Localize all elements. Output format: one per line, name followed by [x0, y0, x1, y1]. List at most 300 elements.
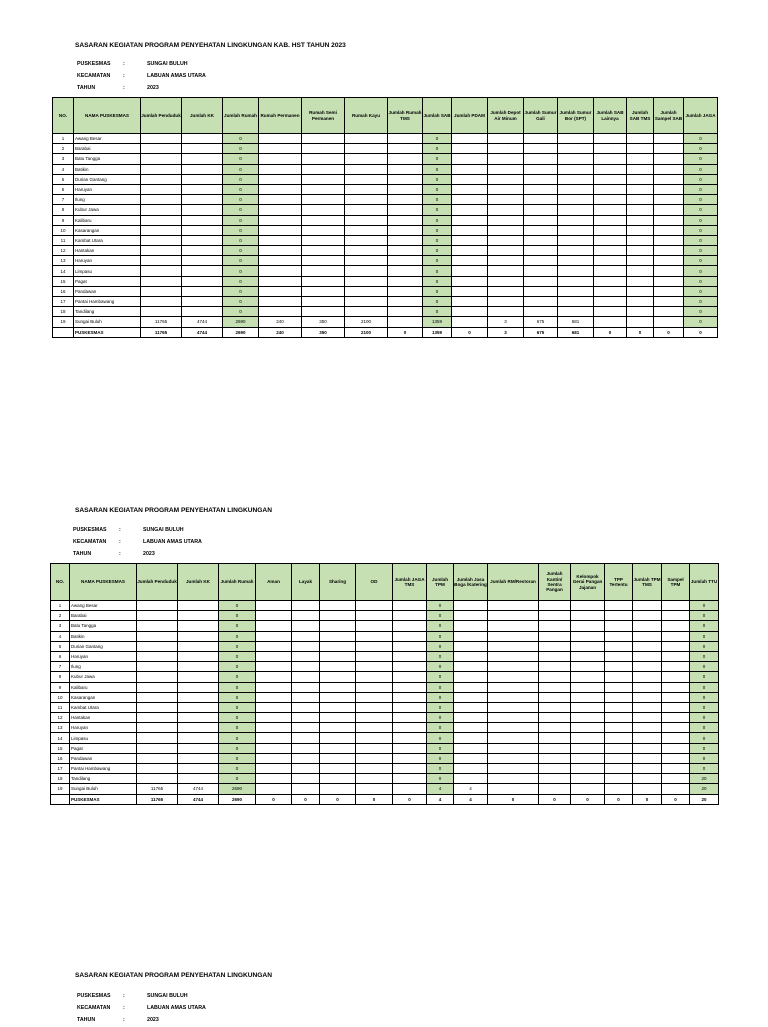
puskesmas-name: Awang Besar	[70, 601, 137, 611]
section1-table	[52, 97, 718, 338]
table-cell	[662, 743, 690, 753]
table-cell	[539, 682, 571, 692]
column-header: Jumlah SAB TMS	[627, 98, 654, 134]
table-row	[51, 672, 719, 682]
table-cell	[137, 764, 178, 774]
row-number: 9	[51, 682, 70, 692]
table-cell	[605, 641, 633, 651]
table-cell	[182, 246, 223, 256]
table-cell	[356, 611, 393, 621]
table-cell	[488, 764, 539, 774]
table-cell: 0	[219, 641, 256, 651]
total-cell: 20	[690, 794, 719, 804]
table-cell	[302, 276, 345, 286]
row-number: 7	[53, 195, 74, 205]
table-cell: 0	[223, 144, 259, 154]
table-cell: 0	[427, 621, 454, 631]
table-cell: 0	[423, 266, 452, 276]
table-cell	[393, 672, 427, 682]
table-cell	[539, 601, 571, 611]
section2-title: SASARAN KEGIATAN PROGRAM PENYEHATAN LINGKUNGAN	[75, 507, 272, 514]
table-row	[51, 784, 719, 794]
table-cell	[454, 713, 488, 723]
table-row	[51, 682, 719, 692]
table-cell	[571, 784, 605, 794]
table-cell	[524, 144, 558, 154]
table-cell	[178, 601, 219, 611]
table-cell	[633, 662, 662, 672]
puskesmas-name: Kubur Jawa	[70, 672, 137, 682]
table-cell	[320, 784, 356, 794]
table-cell	[259, 256, 302, 266]
table-cell	[393, 764, 427, 774]
table-cell	[605, 601, 633, 611]
table-cell: 240	[259, 317, 302, 327]
table-cell	[605, 743, 633, 753]
table-row	[53, 134, 718, 144]
table-cell: 0	[219, 702, 256, 712]
table-cell	[571, 631, 605, 641]
table-cell	[345, 276, 388, 286]
table-row	[53, 215, 718, 225]
row-number: 11	[53, 235, 74, 245]
table-cell	[571, 723, 605, 733]
puskesmas-name: Durian Gantang	[70, 641, 137, 651]
table-cell	[558, 164, 594, 174]
table-cell	[571, 764, 605, 774]
table-cell	[452, 276, 488, 286]
total-cell: 0	[256, 794, 292, 804]
table-cell: 0	[684, 266, 718, 276]
table-row	[51, 723, 719, 733]
table-cell: 0	[690, 692, 719, 702]
total-cell: 0	[539, 794, 571, 804]
table-cell: 20	[690, 784, 719, 794]
puskesmas-name: Batikin	[70, 631, 137, 641]
table-cell: 0	[219, 682, 256, 692]
table-cell	[302, 144, 345, 154]
table-cell	[539, 774, 571, 784]
total-cell: 0	[320, 794, 356, 804]
table-cell	[137, 713, 178, 723]
puskesmas-name: Haruyan	[74, 256, 141, 266]
table-cell	[292, 713, 320, 723]
table-cell: 0	[690, 641, 719, 651]
meta-value: SUNGAI BULUH	[147, 61, 188, 67]
meta-value: 2023	[147, 1017, 159, 1023]
table-cell	[627, 134, 654, 144]
puskesmas-name: Hantakan	[70, 713, 137, 723]
table-cell	[633, 611, 662, 621]
table-cell	[302, 134, 345, 144]
row-number: 19	[51, 784, 70, 794]
total-label: PUSKESMAS	[74, 327, 141, 337]
table-cell: 0	[684, 307, 718, 317]
column-header: TPP Tertentu	[605, 564, 633, 601]
table-cell	[259, 154, 302, 164]
row-number: 8	[51, 672, 70, 682]
column-header: Sharing	[320, 564, 356, 601]
section3-meta	[75, 989, 208, 1027]
table-cell	[178, 611, 219, 621]
table-cell	[524, 154, 558, 164]
meta-colon: :	[119, 527, 121, 533]
table-cell	[356, 723, 393, 733]
table-cell	[302, 246, 345, 256]
column-header: Jumlah Penduduk	[137, 564, 178, 601]
puskesmas-name: Ilung	[70, 662, 137, 672]
table-cell	[302, 235, 345, 245]
table-cell: 0	[423, 246, 452, 256]
table-cell	[524, 256, 558, 266]
table-cell	[182, 164, 223, 174]
meta-colon: :	[119, 539, 121, 545]
table-cell	[454, 692, 488, 702]
table-cell	[292, 651, 320, 661]
row-number: 16	[51, 753, 70, 763]
table-cell	[292, 601, 320, 611]
table-cell: 0	[223, 276, 259, 286]
table-row	[53, 256, 718, 266]
table-cell	[558, 184, 594, 194]
table-cell	[256, 723, 292, 733]
total-cell: 2690	[223, 327, 259, 337]
table-cell	[182, 297, 223, 307]
total-cell: 4	[427, 794, 454, 804]
table-cell	[488, 753, 539, 763]
table-row	[51, 764, 719, 774]
table-cell: 0	[427, 611, 454, 621]
column-header: Jumlah Kantin/ Sentra Pangan	[539, 564, 571, 601]
column-header: NAMA PUSKESMAS	[74, 98, 141, 134]
table-cell	[488, 225, 524, 235]
table-cell: 0	[684, 195, 718, 205]
table-cell	[662, 713, 690, 723]
table-row	[53, 154, 718, 164]
table-cell: 0	[219, 672, 256, 682]
table-row	[51, 753, 719, 763]
table-cell	[654, 154, 684, 164]
table-cell: 0	[427, 651, 454, 661]
table-cell	[488, 174, 524, 184]
table-cell	[182, 225, 223, 235]
meta-value: 2023	[143, 551, 155, 557]
table-cell: 0	[684, 134, 718, 144]
column-header: Jumlah Sampel SAB	[654, 98, 684, 134]
column-header: NO.	[53, 98, 74, 134]
table-cell: 0	[219, 601, 256, 611]
table-cell	[320, 753, 356, 763]
table-cell	[539, 692, 571, 702]
column-header: Rumah Kayu	[345, 98, 388, 134]
column-header: OD	[356, 564, 393, 601]
table-cell	[662, 692, 690, 702]
table-cell	[388, 184, 423, 194]
table-cell: 0	[684, 297, 718, 307]
row-number: 10	[53, 225, 74, 235]
table-cell	[388, 225, 423, 235]
table-cell	[388, 276, 423, 286]
table-cell	[320, 651, 356, 661]
column-header: Rumah Permanen	[259, 98, 302, 134]
meta-colon: :	[123, 73, 125, 79]
puskesmas-name: Barabai	[70, 611, 137, 621]
table-cell	[356, 692, 393, 702]
table-cell: 0	[423, 256, 452, 266]
table-cell	[488, 154, 524, 164]
puskesmas-name: Pandawan	[70, 753, 137, 763]
table-cell	[452, 134, 488, 144]
table-cell: 0	[690, 682, 719, 692]
meta-key: KECAMATAN	[77, 73, 111, 79]
table-cell	[256, 764, 292, 774]
table-cell: 0	[690, 662, 719, 672]
table-cell	[393, 621, 427, 631]
table-cell	[292, 682, 320, 692]
table-cell	[345, 266, 388, 276]
table-cell: 0	[684, 286, 718, 296]
table-cell: 0	[219, 733, 256, 743]
meta-key: KECAMATAN	[77, 1005, 111, 1011]
table-cell	[594, 195, 627, 205]
table-cell	[605, 774, 633, 784]
table-cell	[539, 621, 571, 631]
table-cell: 0	[219, 621, 256, 631]
table-cell	[594, 276, 627, 286]
puskesmas-name: Limpasu	[70, 733, 137, 743]
total-cell: 0	[571, 794, 605, 804]
table-row	[53, 184, 718, 194]
table-cell: 0	[690, 651, 719, 661]
table-cell	[182, 307, 223, 317]
table-cell: 0	[427, 774, 454, 784]
table-cell	[654, 256, 684, 266]
table-cell	[539, 713, 571, 723]
table-cell: 0	[223, 256, 259, 266]
table-cell	[388, 317, 423, 327]
table-cell	[141, 225, 182, 235]
table-cell	[627, 266, 654, 276]
table-cell: 0	[427, 682, 454, 692]
table-cell	[256, 651, 292, 661]
table-cell	[633, 621, 662, 631]
table-cell: 0	[690, 672, 719, 682]
puskesmas-name: Kambat Utara	[74, 235, 141, 245]
total-cell: 240	[259, 327, 302, 337]
table-cell	[654, 184, 684, 194]
table-cell	[137, 651, 178, 661]
table-cell	[524, 307, 558, 317]
table-cell	[594, 307, 627, 317]
total-cell: 0	[662, 794, 690, 804]
table-cell: 0	[223, 266, 259, 276]
table-cell	[178, 753, 219, 763]
table-cell	[558, 307, 594, 317]
table-cell	[388, 286, 423, 296]
table-cell: 0	[219, 753, 256, 763]
table-cell	[627, 184, 654, 194]
table-cell: 0	[684, 276, 718, 286]
table-cell: 0	[427, 672, 454, 682]
table-cell	[488, 611, 539, 621]
table-cell	[259, 307, 302, 317]
table-cell	[488, 621, 539, 631]
table-cell	[454, 641, 488, 651]
total-row	[53, 327, 718, 337]
table-cell	[654, 235, 684, 245]
table-cell: 0	[223, 307, 259, 317]
table-cell	[141, 215, 182, 225]
table-cell: 0	[690, 743, 719, 753]
table-cell	[627, 256, 654, 266]
column-header: Jumlah Penduduk	[141, 98, 182, 134]
total-cell: 675	[524, 327, 558, 337]
total-cell: 0	[605, 794, 633, 804]
table-cell: 0	[690, 611, 719, 621]
table-cell	[539, 733, 571, 743]
table-cell	[524, 205, 558, 215]
table-cell	[256, 601, 292, 611]
table-cell	[454, 723, 488, 733]
table-cell: 0	[219, 651, 256, 661]
table-cell	[627, 205, 654, 215]
puskesmas-name: Pagat	[70, 743, 137, 753]
table-row	[51, 601, 719, 611]
column-header: Jumlah Jasa Boga /Katering	[454, 564, 488, 601]
table-cell	[594, 266, 627, 276]
section2-header-row	[51, 564, 719, 601]
puskesmas-name: Kalibaru	[74, 215, 141, 225]
table-cell	[524, 195, 558, 205]
table-cell: 1359	[423, 317, 452, 327]
table-cell	[182, 134, 223, 144]
table-cell	[605, 723, 633, 733]
table-cell	[137, 611, 178, 621]
table-cell	[388, 195, 423, 205]
table-cell	[388, 307, 423, 317]
table-cell	[292, 611, 320, 621]
table-cell	[524, 134, 558, 144]
table-cell	[388, 205, 423, 215]
table-cell	[345, 215, 388, 225]
puskesmas-name: Sungai Buluh	[74, 317, 141, 327]
table-cell: 0	[684, 317, 718, 327]
table-cell	[454, 682, 488, 692]
table-cell: 0	[423, 144, 452, 154]
meta-key: TAHUN	[77, 1017, 96, 1023]
column-header: Rumah Semi Permanen	[302, 98, 345, 134]
table-cell	[558, 225, 594, 235]
table-cell	[137, 723, 178, 733]
meta-key: TAHUN	[77, 85, 96, 91]
table-row	[53, 144, 718, 154]
table-cell	[256, 753, 292, 763]
table-cell	[454, 631, 488, 641]
table-cell	[662, 631, 690, 641]
table-cell	[558, 286, 594, 296]
table-cell	[137, 774, 178, 784]
column-header: Jumlah Rumah	[223, 98, 259, 134]
table-cell: 0	[684, 215, 718, 225]
table-cell	[627, 235, 654, 245]
puskesmas-name: Kubur Jawa	[74, 205, 141, 215]
table-cell	[654, 307, 684, 317]
table-cell	[141, 144, 182, 154]
table-cell	[488, 307, 524, 317]
table-cell	[345, 184, 388, 194]
row-number: 15	[53, 276, 74, 286]
table-cell: 20	[690, 774, 719, 784]
table-cell: 0	[427, 631, 454, 641]
table-cell	[662, 733, 690, 743]
table-cell: 0	[423, 154, 452, 164]
table-cell	[345, 256, 388, 266]
table-cell	[292, 784, 320, 794]
total-cell: 0	[684, 327, 718, 337]
table-row	[51, 631, 719, 641]
table-row	[51, 621, 719, 631]
table-cell	[539, 611, 571, 621]
table-cell	[654, 215, 684, 225]
table-cell	[539, 753, 571, 763]
table-cell	[605, 621, 633, 631]
row-number: 2	[51, 611, 70, 621]
table-cell	[633, 774, 662, 784]
table-cell	[393, 692, 427, 702]
table-cell	[256, 692, 292, 702]
table-cell	[259, 184, 302, 194]
table-cell	[345, 205, 388, 215]
table-cell	[356, 743, 393, 753]
table-cell	[662, 662, 690, 672]
table-cell	[571, 651, 605, 661]
table-cell: 0	[690, 702, 719, 712]
column-header: Jumlah PDAM	[452, 98, 488, 134]
table-row	[53, 164, 718, 174]
table-cell	[454, 621, 488, 631]
table-cell	[393, 713, 427, 723]
column-header: Jumlah Rumah TMS	[388, 98, 423, 134]
column-header: Jumlah TPM	[427, 564, 454, 601]
table-cell	[633, 723, 662, 733]
table-cell	[356, 733, 393, 743]
table-cell	[292, 631, 320, 641]
table-cell	[137, 621, 178, 631]
puskesmas-name: Pantai Hambawang	[74, 297, 141, 307]
table-cell	[302, 215, 345, 225]
table-cell: 0	[684, 144, 718, 154]
puskesmas-name: Pandawan	[74, 286, 141, 296]
table-cell	[182, 215, 223, 225]
row-number: 18	[53, 307, 74, 317]
table-cell: 0	[423, 205, 452, 215]
table-cell	[388, 154, 423, 164]
table-cell	[320, 682, 356, 692]
table-row	[51, 702, 719, 712]
table-row	[53, 174, 718, 184]
table-row	[51, 774, 719, 784]
table-cell	[452, 144, 488, 154]
puskesmas-name: Hantakan	[74, 246, 141, 256]
table-cell	[594, 134, 627, 144]
table-cell	[654, 266, 684, 276]
table-cell	[320, 611, 356, 621]
table-cell: 0	[690, 713, 719, 723]
table-cell	[654, 195, 684, 205]
row-number: 1	[51, 601, 70, 611]
table-cell	[558, 215, 594, 225]
table-cell	[662, 621, 690, 631]
